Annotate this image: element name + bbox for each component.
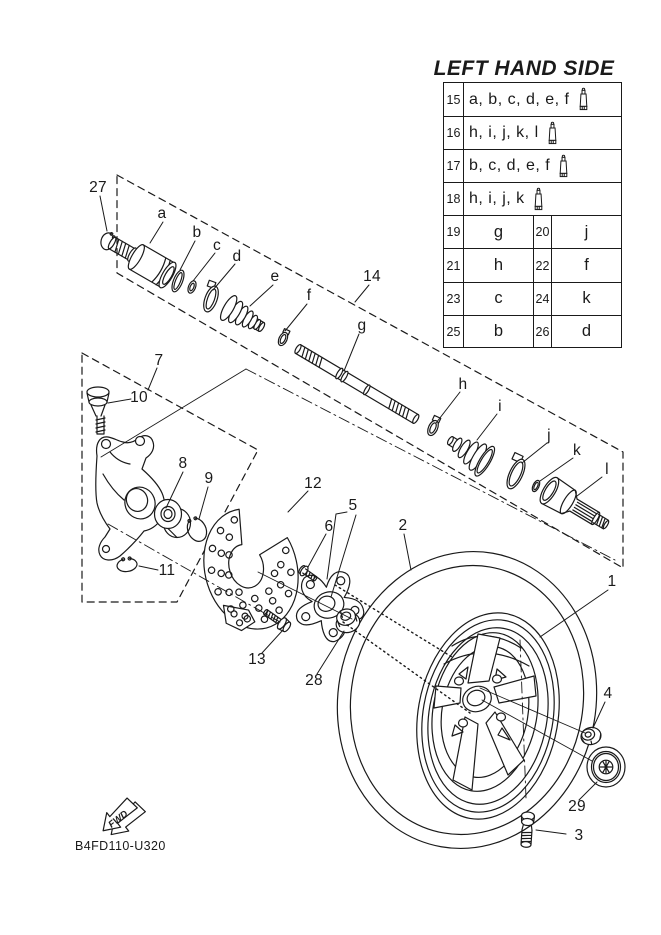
callout-label-11: 11 [158,562,176,579]
callout-label-h: h [458,376,468,393]
callout-label-a: a [157,205,167,222]
row-ref-number: 25 [444,316,464,348]
callout-label-c: c [212,237,222,254]
row-part-letter: k [582,289,591,308]
grease-tube-icon [558,154,569,179]
center-cap-29 [587,747,625,787]
part-letter-list: h, i, j, k, l [469,124,539,142]
row-ref-number: 19 [444,216,464,248]
row-ref-number: 18 [444,183,464,215]
callout-label-d: d [232,248,242,265]
grease-tube-icon [533,187,544,212]
callout-label-7: 7 [154,352,164,369]
fwd-label: FWD [106,808,131,831]
fwd-arrow-icon [96,794,149,844]
boot-clamp-j [500,453,530,492]
callout-label-14: 14 [363,268,381,285]
callout-label-6: 6 [324,518,334,535]
row-part-letter: b [493,322,504,341]
table-row-ref-21-22 [444,248,621,281]
row-part-letter: c [494,289,503,308]
callout-label-10: 10 [130,389,148,406]
callout-label-j: j [547,427,551,444]
row-ref-number: 16 [444,117,464,149]
callout-label-13: 13 [248,651,266,668]
row-part-letters [464,150,621,182]
row-part-letters [464,83,621,116]
callout-label-e: e [270,268,280,285]
row-part-letter: h [493,256,504,275]
callout-label-28: 28 [305,672,323,689]
row-ref-number: 20 [533,216,552,248]
callout-label-29: 29 [568,798,586,815]
cap-logo-icon [599,760,613,774]
boot-clamp-d [199,280,223,313]
row-part-letter: f [584,256,589,275]
wheel-bearing-8 [155,500,191,538]
row-part-letter: d [581,322,592,341]
row-ref-number: 22 [533,249,552,281]
cv-boot-e [218,293,271,340]
table-row-ref-25-26 [444,315,621,348]
row-part-letters [464,183,621,215]
row-part-letter: g [493,222,504,241]
table-row-ref-23-24 [444,282,621,315]
callout-label-3: 3 [574,827,584,844]
row-ref-number: 17 [444,150,464,182]
table-row-ref-18 [444,182,621,215]
part-letter-list: b, c, d, e, f [469,157,551,175]
disc-guard-12 [191,498,311,640]
table-row-ref-15 [444,83,621,116]
row-ref-number: 23 [444,283,464,315]
grease-tube-icon [578,87,589,112]
table-row-ref-16 [444,116,621,149]
row-ref-number: 15 [444,83,464,116]
callout-label-9: 9 [204,470,214,487]
clamp-f [276,328,290,347]
parts-reference-table [443,82,622,348]
callout-label-g: g [357,317,367,334]
cv-joint-a [103,229,179,290]
callout-label-1: 1 [607,573,617,590]
drawing-code: B4FD110-U320 [75,839,166,853]
part-letter-list: a, b, c, d, e, f [469,90,570,108]
callout-label-2: 2 [398,517,408,534]
part-letter-list: h, i, j, k [469,190,525,208]
callout-label-8: 8 [178,455,188,472]
row-ref-number: 21 [444,249,464,281]
row-ref-number: 26 [533,316,552,348]
callout-label-b: b [192,224,202,241]
table-row-ref-17 [444,149,621,182]
cv-boot-i [440,425,498,478]
ring-c [186,280,197,295]
callout-label-5: 5 [348,497,358,514]
page-title: LEFT HAND SIDE [433,57,615,80]
table-row-ref-19-20 [444,215,621,248]
callout-label-27: 27 [89,179,107,196]
callout-label-12: 12 [304,475,322,492]
circlip-11 [116,556,138,573]
callout-label-i: i [498,398,502,415]
cv-joint-l [537,475,615,539]
row-part-letters [464,117,621,149]
grease-tube-icon [547,121,558,146]
callout-label-l: l [605,461,609,478]
callout-label-4: 4 [603,685,613,702]
row-part-letter: j [584,222,589,241]
callout-label-k: k [572,442,582,459]
callout-label-f: f [306,287,312,304]
row-ref-number: 24 [533,283,552,315]
ball-joint-10 [87,387,109,434]
valve-stem-3 [519,812,534,848]
